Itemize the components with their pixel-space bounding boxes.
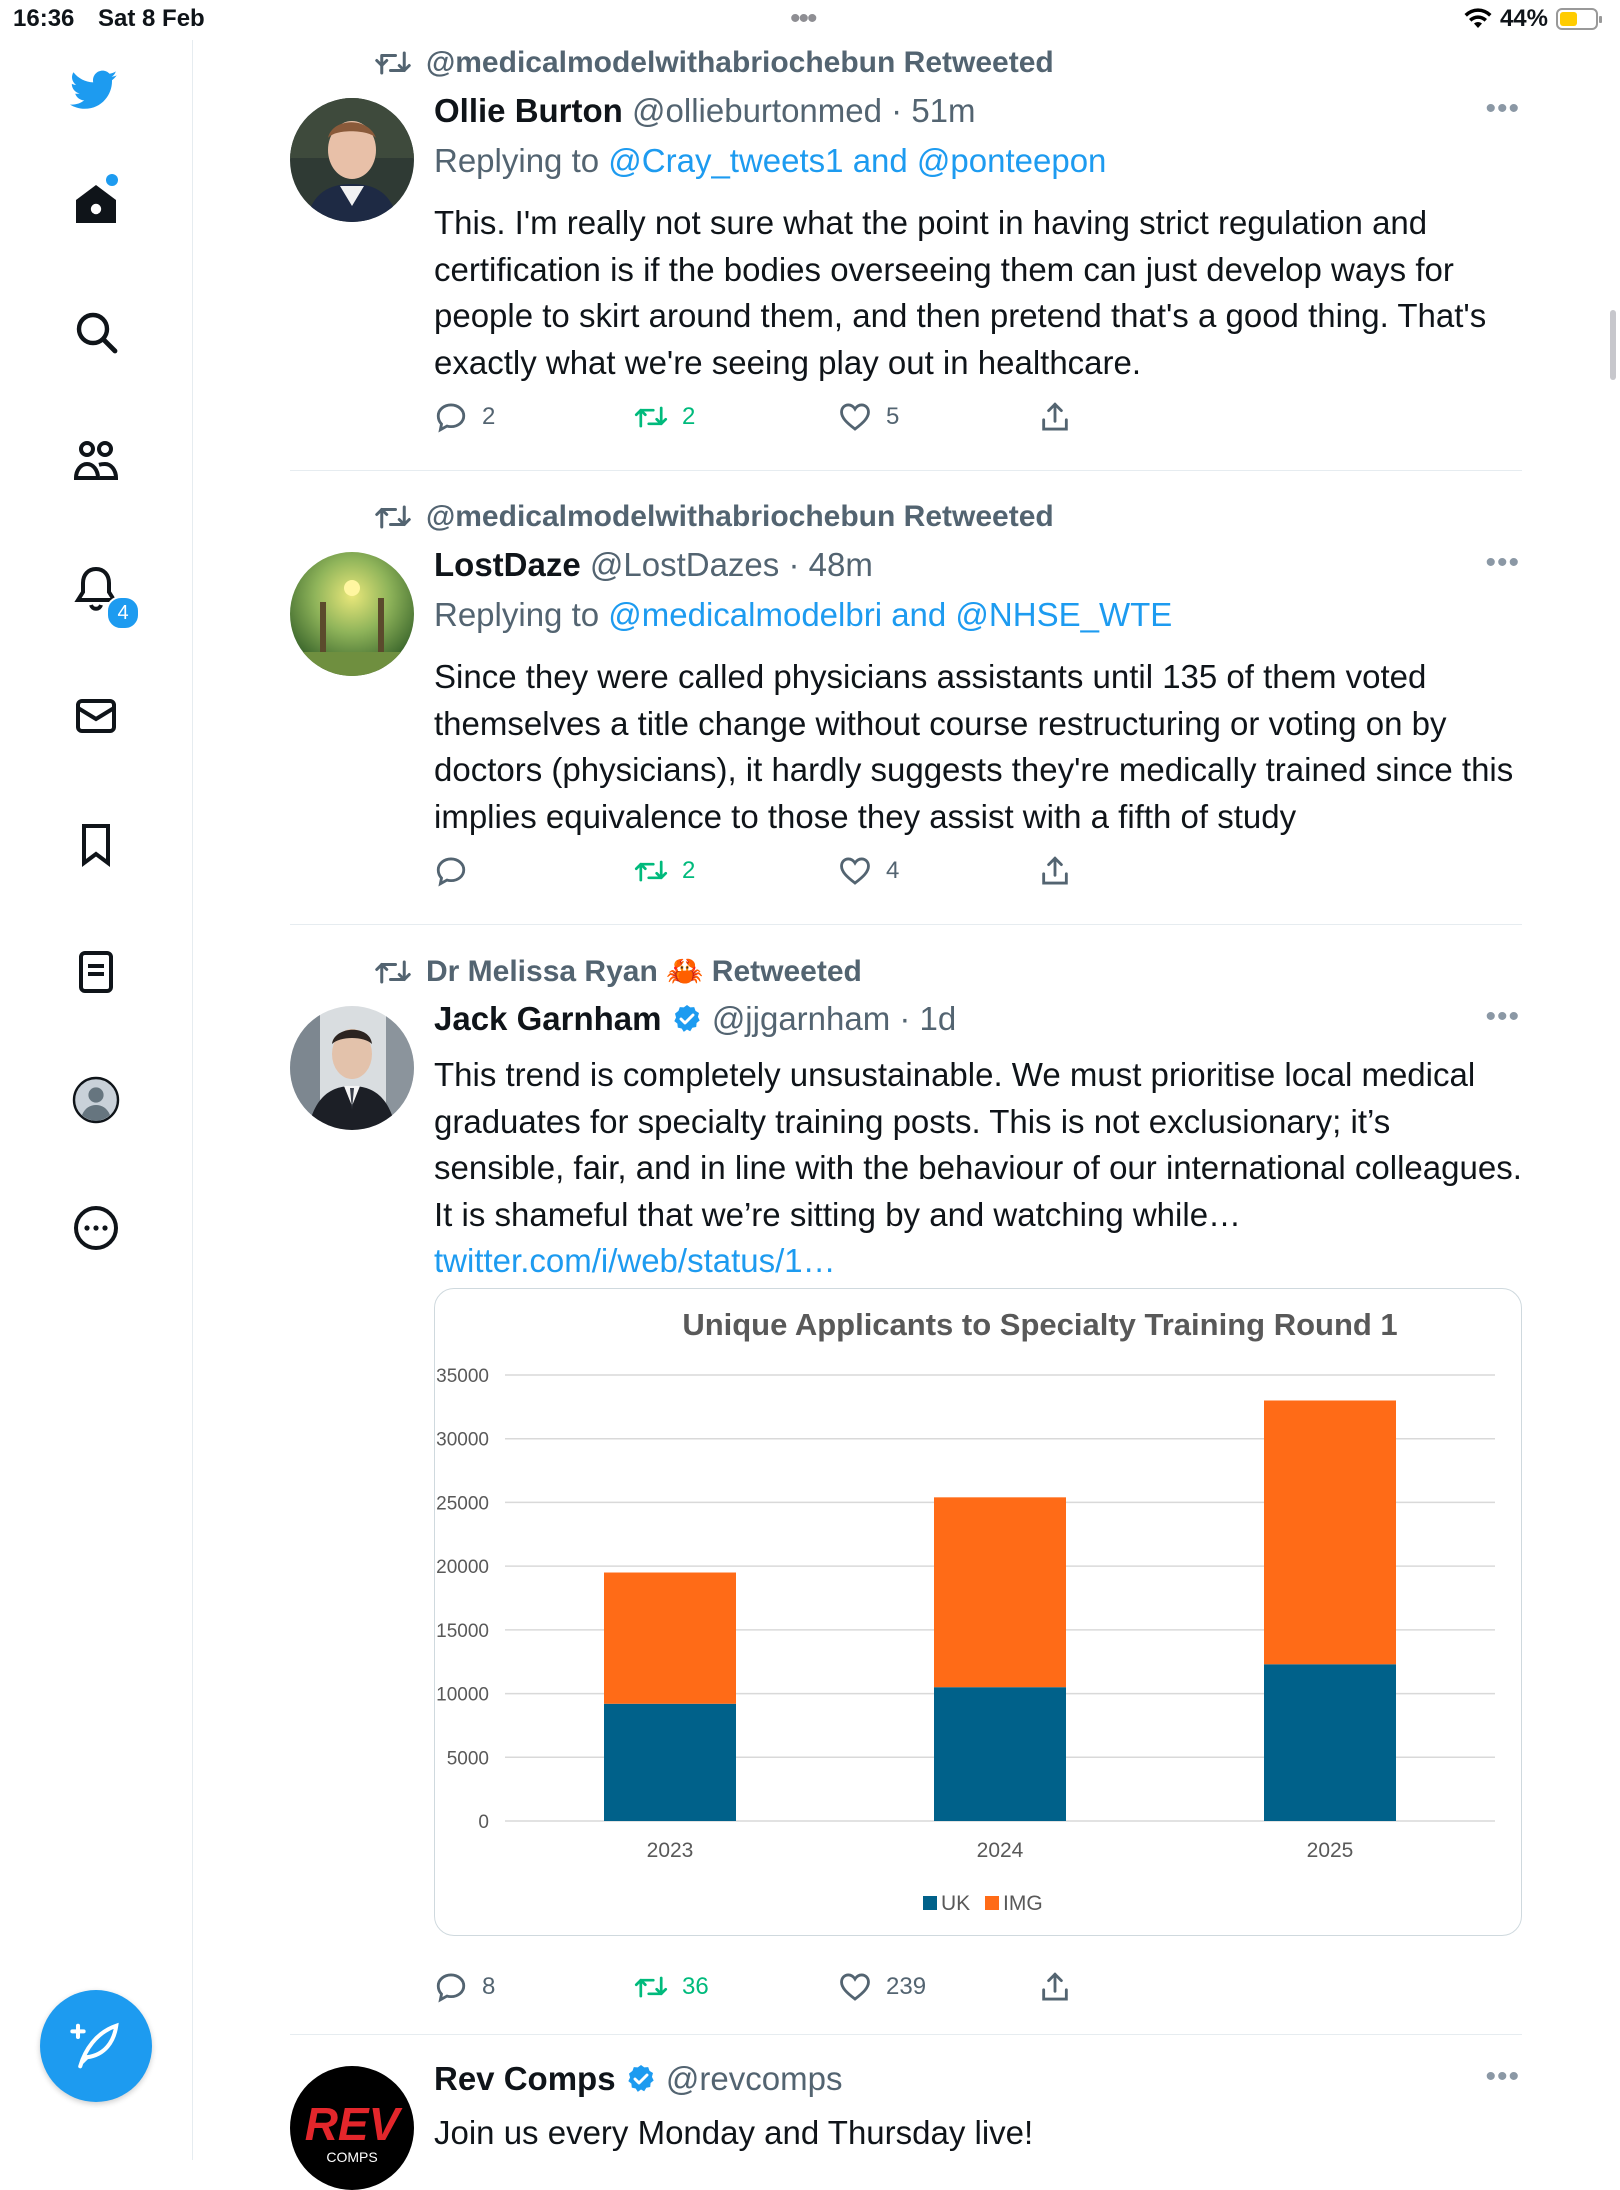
tweet-header <box>434 1000 956 1038</box>
chart-card[interactable] <box>434 1288 1522 1936</box>
tweet-card[interactable] <box>290 494 1520 914</box>
tweet-header <box>434 2060 842 2098</box>
y-tick-label: 15000 <box>436 1620 489 1642</box>
retweeted-by: Dr Melissa Ryan 🦀 Retweeted <box>426 955 862 988</box>
retweet-count: 2 <box>682 403 696 430</box>
bar-img-2024 <box>934 1497 1066 1687</box>
share-button[interactable] <box>1038 400 1072 434</box>
retweet-icon <box>634 400 668 434</box>
status-time: 16:36 <box>13 5 75 32</box>
reply-button[interactable] <box>434 854 482 888</box>
battery-icon <box>1556 8 1598 30</box>
retweet-count: 36 <box>682 1973 709 2000</box>
profile-icon[interactable] <box>70 1074 122 1126</box>
retweet-button[interactable] <box>634 854 695 888</box>
tweet-card[interactable] <box>290 2058 1520 2165</box>
home-unread-dot <box>106 174 118 186</box>
retweet-icon <box>374 502 412 532</box>
tweet-card[interactable] <box>290 40 1520 460</box>
legend-label: IMG <box>1003 1892 1043 1915</box>
reply-count: 8 <box>482 1973 496 2000</box>
twitter-bird-icon[interactable] <box>68 64 120 116</box>
verified-badge-icon <box>671 1003 703 1035</box>
reply-count: 2 <box>482 403 496 430</box>
replying-to-link[interactable]: @medicalmodelbri and @NHSE_WTE <box>608 596 1173 633</box>
more-options-icon[interactable]: ••• <box>1485 2060 1520 2093</box>
share-icon <box>1038 1970 1072 2004</box>
tweet-actions <box>434 854 1134 894</box>
display-name[interactable]: Ollie Burton <box>434 92 623 129</box>
legend-swatch-uk <box>923 1896 937 1910</box>
user-handle[interactable]: @ollieburtonmed <box>632 92 882 129</box>
replying-prefix: Replying to <box>434 596 609 633</box>
replying-to-link[interactable]: @Cray_tweets1 and @ponteepon <box>608 142 1107 179</box>
retweeted-by: @medicalmodelwithabriochebun Retweeted <box>426 500 1054 533</box>
like-button[interactable] <box>838 1970 926 2004</box>
heart-icon <box>838 400 872 434</box>
y-tick-label: 30000 <box>436 1429 489 1451</box>
tweet-text <box>434 1052 1524 1285</box>
tweet-actions <box>434 400 1134 440</box>
bar-img-2023 <box>604 1573 736 1704</box>
tweet-time[interactable]: · 1d <box>899 1000 957 1037</box>
more-options-icon[interactable]: ••• <box>1485 92 1520 125</box>
timeline-scrollbar[interactable] <box>1610 310 1616 380</box>
bar-uk-2024 <box>934 1687 1066 1821</box>
wifi-icon <box>1464 8 1492 30</box>
like-button[interactable] <box>838 854 899 888</box>
more-icon[interactable] <box>70 1202 122 1254</box>
avatar[interactable] <box>290 2066 414 2190</box>
retweet-context <box>374 954 862 989</box>
tweet-link[interactable]: twitter.com/i/web/status/1… <box>434 1242 836 1279</box>
tweet-card[interactable] <box>290 948 1520 2008</box>
more-options-icon[interactable]: ••• <box>1485 546 1520 579</box>
lists-icon[interactable] <box>70 946 122 998</box>
y-tick-label: 10000 <box>436 1684 489 1706</box>
user-handle[interactable]: @jjgarnham <box>711 1000 891 1037</box>
reply-icon <box>434 854 468 888</box>
tweet-time[interactable]: · 48m <box>788 546 873 583</box>
legend-label: UK <box>941 1892 971 1915</box>
share-button[interactable] <box>1038 1970 1072 2004</box>
tweet-header <box>434 546 873 584</box>
tweet-text-body: This trend is completely unsustainable. We must prioritise local medical graduates for specialty training posts. This is not exclusionary; it’s sensible, fair, and in line with the behaviour of our international colleagues. It is shameful that we’re sitting by and watching while… <box>434 1056 1522 1233</box>
compose-tweet-button[interactable] <box>40 1990 152 2102</box>
display-name[interactable]: LostDaze <box>434 546 581 583</box>
bookmarks-icon[interactable] <box>70 818 122 870</box>
stacked-bar-chart <box>435 1289 1521 1935</box>
tweet-divider <box>290 470 1522 471</box>
reply-button[interactable] <box>434 1970 495 2004</box>
user-handle[interactable]: @revcomps <box>665 2060 843 2097</box>
tweet-time[interactable]: · 51m <box>891 92 976 129</box>
display-name[interactable]: Rev Comps <box>434 2060 616 2097</box>
battery-percent: 44% <box>1499 5 1548 32</box>
y-tick-label: 20000 <box>436 1557 489 1579</box>
svg-text:REV: REV <box>304 2098 400 2150</box>
share-button[interactable] <box>1038 854 1072 888</box>
svg-text:COMPS: COMPS <box>326 2149 378 2165</box>
tweet-text: This. I'm really not sure what the point in having strict regulation and certification is if the bodies overseeing them can just develop ways for people to skirt around them, and then pretend that's a good thing. That's exactly what we're seeing play out in healthcare. <box>434 204 1487 381</box>
y-tick-label: 35000 <box>436 1366 489 1387</box>
replying-prefix: Replying to <box>434 142 609 179</box>
bar-uk-2023 <box>604 1704 736 1821</box>
tweet-header <box>434 92 976 130</box>
retweet-icon <box>374 48 412 78</box>
retweet-context <box>374 500 1054 534</box>
tweet-actions <box>434 1970 1134 2010</box>
status-right <box>1464 5 1598 33</box>
retweet-count: 2 <box>682 857 696 884</box>
reply-button[interactable] <box>434 400 495 434</box>
retweet-icon <box>634 854 668 888</box>
retweet-button[interactable] <box>634 1970 709 2004</box>
display-name[interactable]: Jack Garnham <box>434 1000 662 1037</box>
y-tick-label: 5000 <box>446 1748 489 1770</box>
tweet-divider <box>290 2034 1522 2035</box>
retweet-icon <box>374 957 412 987</box>
avatar[interactable] <box>290 1006 414 1130</box>
like-button[interactable] <box>838 400 899 434</box>
reply-icon <box>434 1970 468 2004</box>
replying-to <box>434 142 1106 180</box>
y-tick-label: 0 <box>478 1812 489 1833</box>
home-icon[interactable] <box>70 178 122 230</box>
search-icon[interactable] <box>70 306 122 358</box>
messages-icon[interactable] <box>70 690 122 742</box>
user-handle[interactable]: @LostDazes <box>589 546 780 583</box>
x-tick-label: 2023 <box>646 1839 694 1862</box>
y-tick-label: 25000 <box>436 1493 489 1515</box>
share-icon <box>1038 400 1072 434</box>
reply-icon <box>434 400 468 434</box>
bar-uk-2025 <box>1264 1664 1396 1821</box>
retweet-context <box>374 46 1054 80</box>
heart-icon <box>838 854 872 888</box>
avatar[interactable] <box>290 98 414 222</box>
tweet-text: Join us every Monday and Thursday live! <box>434 2114 1034 2151</box>
chart-title: Unique Applicants to Specialty Training Round 1 <box>682 1307 1398 1342</box>
like-count: 239 <box>886 1973 927 2000</box>
notifications-badge: 4 <box>106 596 140 630</box>
sidebar <box>0 40 193 2160</box>
retweet-button[interactable] <box>634 400 695 434</box>
status-bar <box>0 0 1620 40</box>
heart-icon <box>838 1970 872 2004</box>
communities-icon[interactable] <box>70 434 122 486</box>
multitasking-dots-icon[interactable]: ••• <box>790 2 816 35</box>
tweet-divider <box>290 924 1522 925</box>
like-count: 4 <box>886 857 900 884</box>
verified-badge-icon <box>625 2063 657 2095</box>
like-count: 5 <box>886 403 900 430</box>
x-tick-label: 2025 <box>1306 1839 1354 1862</box>
x-tick-label: 2024 <box>976 1839 1024 1862</box>
legend-swatch-img <box>985 1896 999 1910</box>
replying-to <box>434 596 1172 634</box>
more-options-icon[interactable]: ••• <box>1485 1000 1520 1033</box>
avatar[interactable] <box>290 552 414 676</box>
bar-img-2025 <box>1264 1400 1396 1664</box>
share-icon <box>1038 854 1072 888</box>
compose-feather-icon <box>69 2019 123 2073</box>
status-date: Sat 8 Feb <box>98 5 205 32</box>
retweet-icon <box>634 1970 668 2004</box>
tweet-text: Since they were called physicians assistants until 135 of them voted themselves a title change without course restructuring or voting on by doctors (physicians), it hardly suggests they're medically trained since this implies equivalence to those they assist with a fifth of study <box>434 658 1514 835</box>
retweeted-by: @medicalmodelwithabriochebun Retweeted <box>426 46 1054 79</box>
